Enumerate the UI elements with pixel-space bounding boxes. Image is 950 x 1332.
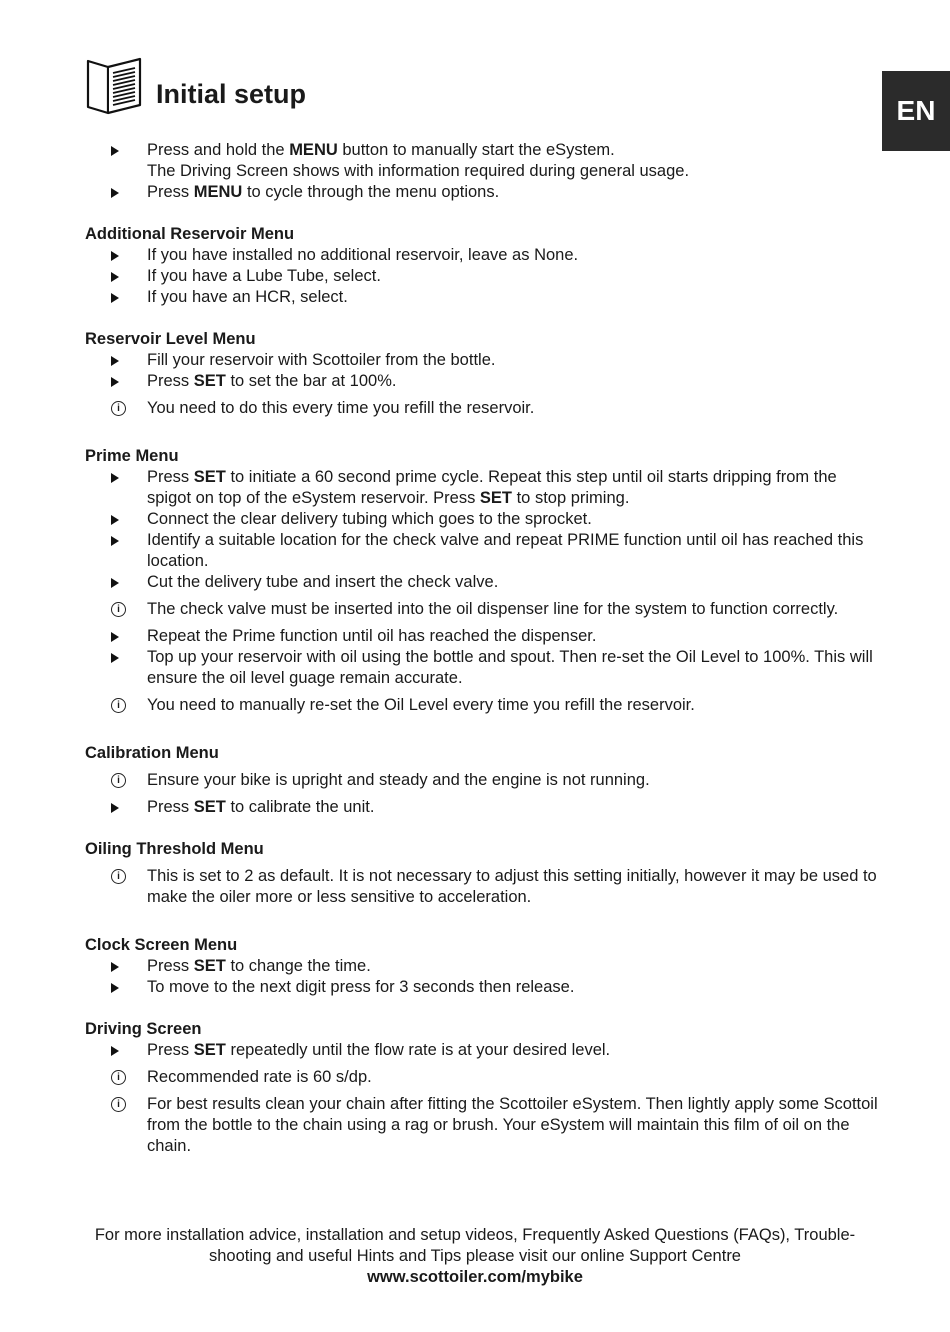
section-title: Driving Screen [85,1020,202,1038]
bullet-item [85,956,885,977]
item-text: Cut the delivery tube and insert the check valve. [147,573,499,591]
triangle-bullet-icon [111,467,147,483]
info-note [85,695,885,716]
info-icon: i [111,1094,147,1112]
info-note [85,599,885,620]
section-title: Reservoir Level Menu [85,330,256,348]
info-icon: i [111,1067,147,1085]
bullet-item [85,287,885,308]
manual-book-icon [84,55,144,122]
bullet-item [85,572,885,593]
triangle-bullet-icon [111,530,147,546]
item-text: You need to manually re-set the Oil Level every time you refill the reservoir. [147,696,695,714]
item-text: The check valve must be inserted into the oil dispenser line for the system to function correctly. [147,600,839,618]
item-text: The Driving Screen shows with information required during general usage. [147,162,690,180]
item-text: Press SET to initiate a 60 second prime cycle. Repeat this step until oil starts dripping from the spigot on top of the eSystem reservoir. Press SET to stop priming. [147,468,837,507]
indent-spacer [111,161,147,167]
bullet-item [85,371,885,392]
triangle-bullet-icon [111,509,147,525]
bullet-item [85,350,885,371]
info-icon: i [111,695,147,713]
footer [0,1225,950,1288]
triangle-bullet-icon [111,371,147,387]
bold-keyword: SET [193,372,226,390]
bullet-item [85,977,885,998]
triangle-bullet-icon [111,1040,147,1056]
triangle-bullet-icon [111,977,147,993]
triangle-bullet-icon [111,572,147,588]
section-title: Calibration Menu [85,744,219,762]
triangle-bullet-icon [111,626,147,642]
bullet-item [85,647,885,689]
section-title: Prime Menu [85,447,179,465]
item-text: If you have a Lube Tube, select. [147,267,381,285]
triangle-bullet-icon [111,350,147,366]
triangle-bullet-icon [111,182,147,198]
bullet-item [85,509,885,530]
item-text: Press SET to calibrate the unit. [147,798,375,816]
item-text: This is set to 2 as default. It is not necessary to adjust this setting initially, however it may be used to make the oiler more or less sensitive to acceleration. [147,867,877,906]
bullet-item [85,182,885,203]
info-icon: i [111,398,147,416]
footer-line-1: For more installation advice, installation and setup videos, Frequently Asked Questions (FAQs), Trouble- [94,1226,856,1244]
item-text: Top up your reservoir with oil using the bottle and spout. Then re-set the Oil Level to 100%. This will ensure the oil level guage remain accurate. [147,648,873,687]
bullet-item [85,467,885,509]
item-text: For best results clean your chain after fitting the Scottoiler eSystem. Then lightly apply some Scottoil from the bottle to the chain using a rag or brush. Your eSystem will maintain this film of oil on the chain. [147,1095,878,1155]
support-url[interactable]: www.scottoiler.com/mybike [367,1268,583,1286]
page-header [84,55,306,122]
footer-line-2: shooting and useful Hints and Tips please visit our online Support Centre [209,1247,741,1265]
instructions-body [85,140,885,1163]
bullet-item [85,140,885,161]
triangle-bullet-icon [111,140,147,156]
bold-keyword: MENU [289,141,338,159]
info-note [85,770,885,791]
bold-keyword: MENU [193,183,243,201]
info-icon: i [111,770,147,788]
section-title: Oiling Threshold Menu [85,840,264,858]
item-text: Press and hold the MENU button to manually start the eSystem. [147,141,615,159]
item-text: Press SET to set the bar at 100%. [147,372,397,390]
triangle-bullet-icon [111,956,147,972]
info-icon: i [111,599,147,617]
info-note [85,1067,885,1088]
item-text: If you have installed no additional reservoir, leave as None. [147,246,579,264]
triangle-bullet-icon [111,647,147,663]
triangle-bullet-icon [111,797,147,813]
section-title: Additional Reservoir Menu [85,225,295,243]
item-text: Press SET to change the time. [147,957,371,975]
item-text: Repeat the Prime function until oil has reached the dispenser. [147,627,597,645]
item-text: Connect the clear delivery tubing which goes to the sprocket. [147,510,592,528]
section-title: Clock Screen Menu [85,936,238,954]
item-text: To move to the next digit press for 3 seconds then release. [147,978,575,996]
bold-keyword: SET [193,1041,226,1059]
item-text: If you have an HCR, select. [147,288,348,306]
bullet-item [85,266,885,287]
bullet-item [85,797,885,818]
bullet-item [85,1040,885,1061]
item-text: Ensure your bike is upright and steady and the engine is not running. [147,771,650,789]
item-text: Press SET repeatedly until the flow rate is at your desired level. [147,1041,611,1059]
bullet-item [85,626,885,647]
bold-keyword: SET [479,489,513,507]
page-title: Initial setup [156,79,307,109]
bold-keyword: SET [193,798,226,816]
info-note [85,1094,885,1157]
item-text: Fill your reservoir with Scottoiler from the bottle. [147,351,496,369]
language-tab: EN [882,71,950,151]
triangle-bullet-icon [111,287,147,303]
info-icon: i [111,866,147,884]
bold-keyword: SET [193,957,226,975]
info-note [85,398,885,419]
bullet-item [85,245,885,266]
bold-keyword: SET [193,468,226,486]
item-text: You need to do this every time you refill the reservoir. [147,399,535,417]
triangle-bullet-icon [111,245,147,261]
bullet-item [85,161,885,182]
item-text: Press MENU to cycle through the menu options. [147,183,500,201]
info-note [85,866,885,908]
triangle-bullet-icon [111,266,147,282]
bullet-item [85,530,885,572]
item-text: Identify a suitable location for the check valve and repeat PRIME function until oil has reached this location. [147,531,864,570]
item-text: Recommended rate is 60 s/dp. [147,1068,372,1086]
